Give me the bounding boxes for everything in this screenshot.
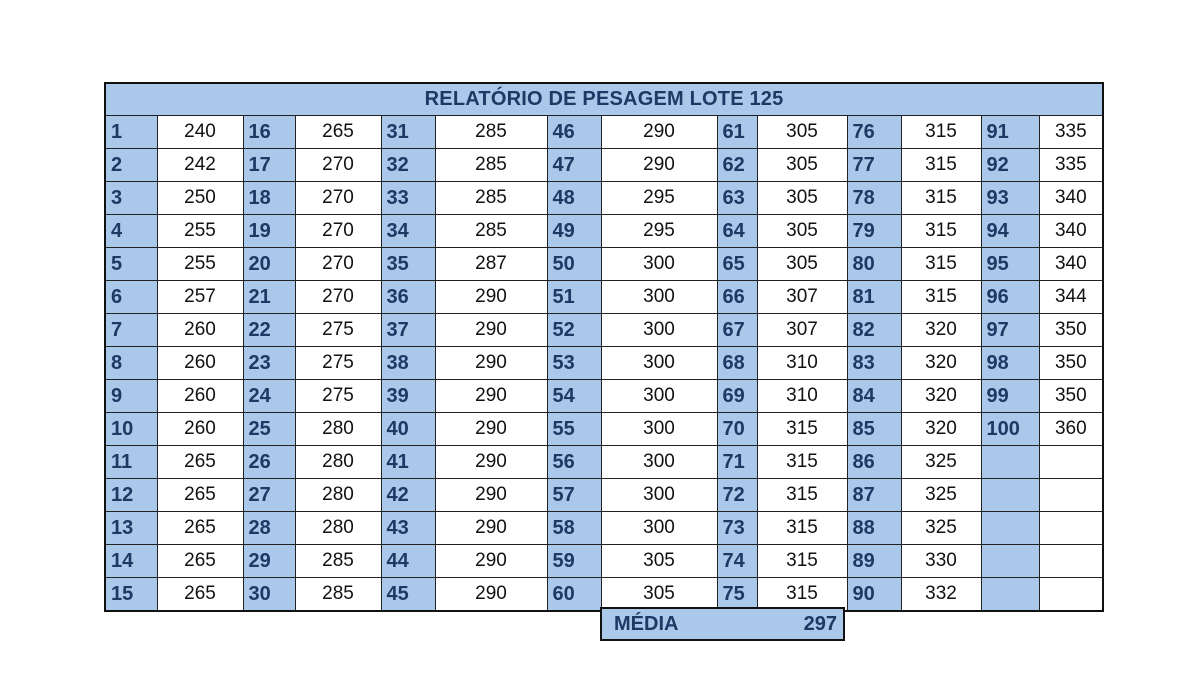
- animal-number-cell: 81: [847, 281, 901, 314]
- animal-number-cell: 42: [381, 479, 435, 512]
- animal-number-cell: 78: [847, 182, 901, 215]
- animal-number-cell: 66: [717, 281, 757, 314]
- weight-value-cell: 300: [601, 248, 717, 281]
- animal-number-cell: 39: [381, 380, 435, 413]
- animal-number-cell: 32: [381, 149, 435, 182]
- weight-value-cell: 300: [601, 479, 717, 512]
- animal-number-cell: 75: [717, 578, 757, 612]
- animal-number-cell: 29: [243, 545, 295, 578]
- animal-number-cell: 76: [847, 116, 901, 149]
- weight-value-cell: 315: [901, 182, 981, 215]
- weight-value-cell: 275: [295, 314, 381, 347]
- weight-value-cell: 305: [757, 215, 847, 248]
- weight-value-cell: 255: [157, 248, 243, 281]
- animal-number-cell: [981, 512, 1039, 545]
- weighing-report-table: [104, 82, 1104, 612]
- weight-value-cell: 290: [435, 479, 547, 512]
- weight-value-cell: 290: [435, 446, 547, 479]
- animal-number-cell: 72: [717, 479, 757, 512]
- weight-value-cell: 315: [757, 545, 847, 578]
- weight-value-cell: 300: [601, 380, 717, 413]
- table-row: [105, 413, 1103, 446]
- animal-number-cell: 100: [981, 413, 1039, 446]
- weight-value-cell: 280: [295, 413, 381, 446]
- animal-number-cell: 36: [381, 281, 435, 314]
- animal-number-cell: 30: [243, 578, 295, 612]
- animal-number-cell: 92: [981, 149, 1039, 182]
- weight-value-cell: 270: [295, 215, 381, 248]
- animal-number-cell: 53: [547, 347, 601, 380]
- weight-value-cell: 270: [295, 149, 381, 182]
- animal-number-cell: 48: [547, 182, 601, 215]
- animal-number-cell: 23: [243, 347, 295, 380]
- weight-value-cell: 340: [1039, 182, 1103, 215]
- weight-value-cell: 285: [435, 116, 547, 149]
- animal-number-cell: 67: [717, 314, 757, 347]
- animal-number-cell: 54: [547, 380, 601, 413]
- table-row: [105, 512, 1103, 545]
- weight-value-cell: 300: [601, 347, 717, 380]
- animal-number-cell: 91: [981, 116, 1039, 149]
- weight-value-cell: 305: [601, 578, 717, 612]
- animal-number-cell: 18: [243, 182, 295, 215]
- weight-value-cell: 350: [1039, 314, 1103, 347]
- animal-number-cell: 97: [981, 314, 1039, 347]
- weight-value-cell: 265: [157, 512, 243, 545]
- title-row: [105, 83, 1103, 116]
- weight-value-cell: 290: [435, 413, 547, 446]
- weight-value-cell: 307: [757, 314, 847, 347]
- animal-number-cell: 74: [717, 545, 757, 578]
- animal-number-cell: 90: [847, 578, 901, 612]
- animal-number-cell: 6: [105, 281, 157, 314]
- animal-number-cell: 68: [717, 347, 757, 380]
- report-title: RELATÓRIO DE PESAGEM LOTE 125: [105, 83, 1103, 116]
- average-label: MÉDIA: [614, 612, 679, 635]
- animal-number-cell: 2: [105, 149, 157, 182]
- weight-value-cell: 305: [757, 149, 847, 182]
- weight-value-cell: 315: [901, 215, 981, 248]
- weight-value-cell: 260: [157, 347, 243, 380]
- weight-value-cell: 350: [1039, 380, 1103, 413]
- animal-number-cell: [981, 446, 1039, 479]
- animal-number-cell: 9: [105, 380, 157, 413]
- weight-value-cell: 300: [601, 446, 717, 479]
- weight-value-cell: 305: [757, 248, 847, 281]
- weight-value-cell: 300: [601, 314, 717, 347]
- weight-value-cell: [1039, 479, 1103, 512]
- animal-number-cell: 19: [243, 215, 295, 248]
- weight-value-cell: 270: [295, 281, 381, 314]
- weight-value-cell: 340: [1039, 215, 1103, 248]
- animal-number-cell: 86: [847, 446, 901, 479]
- weight-value-cell: 315: [901, 248, 981, 281]
- animal-number-cell: 69: [717, 380, 757, 413]
- animal-number-cell: [981, 545, 1039, 578]
- animal-number-cell: 62: [717, 149, 757, 182]
- animal-number-cell: 4: [105, 215, 157, 248]
- weight-value-cell: 280: [295, 479, 381, 512]
- weight-value-cell: 295: [601, 182, 717, 215]
- weight-value-cell: 290: [435, 347, 547, 380]
- table-row: [105, 545, 1103, 578]
- weight-value-cell: 350: [1039, 347, 1103, 380]
- animal-number-cell: 35: [381, 248, 435, 281]
- table-row: [105, 578, 1103, 612]
- table-row: [105, 248, 1103, 281]
- animal-number-cell: 40: [381, 413, 435, 446]
- weight-value-cell: 315: [901, 116, 981, 149]
- animal-number-cell: 80: [847, 248, 901, 281]
- weight-value-cell: 265: [157, 446, 243, 479]
- table-row: [105, 116, 1103, 149]
- weight-value-cell: 290: [601, 149, 717, 182]
- animal-number-cell: 43: [381, 512, 435, 545]
- animal-number-cell: 24: [243, 380, 295, 413]
- weight-value-cell: 307: [757, 281, 847, 314]
- weight-value-cell: 315: [757, 512, 847, 545]
- weight-value-cell: 285: [295, 545, 381, 578]
- weight-value-cell: 320: [901, 347, 981, 380]
- animal-number-cell: 45: [381, 578, 435, 612]
- animal-number-cell: 84: [847, 380, 901, 413]
- weight-value-cell: 300: [601, 512, 717, 545]
- animal-number-cell: 27: [243, 479, 295, 512]
- weight-value-cell: 305: [601, 545, 717, 578]
- weight-value-cell: 325: [901, 512, 981, 545]
- animal-number-cell: 73: [717, 512, 757, 545]
- animal-number-cell: 25: [243, 413, 295, 446]
- animal-number-cell: 88: [847, 512, 901, 545]
- table-row: [105, 182, 1103, 215]
- weight-value-cell: 360: [1039, 413, 1103, 446]
- table-row: [105, 347, 1103, 380]
- weight-value-cell: [1039, 578, 1103, 612]
- animal-number-cell: 60: [547, 578, 601, 612]
- weight-value-cell: 280: [295, 512, 381, 545]
- animal-number-cell: 7: [105, 314, 157, 347]
- animal-number-cell: 71: [717, 446, 757, 479]
- animal-number-cell: 17: [243, 149, 295, 182]
- animal-number-cell: 83: [847, 347, 901, 380]
- weight-value-cell: 275: [295, 347, 381, 380]
- weight-value-cell: 295: [601, 215, 717, 248]
- animal-number-cell: 95: [981, 248, 1039, 281]
- animal-number-cell: 12: [105, 479, 157, 512]
- animal-number-cell: 16: [243, 116, 295, 149]
- weight-value-cell: 310: [757, 347, 847, 380]
- animal-number-cell: 58: [547, 512, 601, 545]
- weight-value-cell: 325: [901, 446, 981, 479]
- animal-number-cell: 37: [381, 314, 435, 347]
- table-row: [105, 215, 1103, 248]
- animal-number-cell: 50: [547, 248, 601, 281]
- animal-number-cell: 47: [547, 149, 601, 182]
- weight-value-cell: 300: [601, 281, 717, 314]
- weight-value-cell: 320: [901, 380, 981, 413]
- weight-value-cell: 270: [295, 182, 381, 215]
- animal-number-cell: 89: [847, 545, 901, 578]
- weight-value-cell: 305: [757, 116, 847, 149]
- animal-number-cell: 77: [847, 149, 901, 182]
- weight-value-cell: 290: [435, 578, 547, 612]
- weight-value-cell: 315: [901, 149, 981, 182]
- animal-number-cell: 52: [547, 314, 601, 347]
- weight-value-cell: 242: [157, 149, 243, 182]
- weight-value-cell: 340: [1039, 248, 1103, 281]
- animal-number-cell: 51: [547, 281, 601, 314]
- animal-number-cell: 26: [243, 446, 295, 479]
- weight-value-cell: 310: [757, 380, 847, 413]
- animal-number-cell: 11: [105, 446, 157, 479]
- weight-value-cell: 315: [757, 446, 847, 479]
- weight-value-cell: 260: [157, 314, 243, 347]
- animal-number-cell: 15: [105, 578, 157, 612]
- animal-number-cell: 70: [717, 413, 757, 446]
- animal-number-cell: 5: [105, 248, 157, 281]
- weight-value-cell: 290: [601, 116, 717, 149]
- weight-value-cell: 305: [757, 182, 847, 215]
- weight-value-cell: 315: [757, 479, 847, 512]
- animal-number-cell: 79: [847, 215, 901, 248]
- animal-number-cell: 61: [717, 116, 757, 149]
- animal-number-cell: 21: [243, 281, 295, 314]
- weight-value-cell: [1039, 446, 1103, 479]
- table-row: [105, 479, 1103, 512]
- animal-number-cell: 28: [243, 512, 295, 545]
- weight-value-cell: 285: [435, 215, 547, 248]
- weight-value-cell: 275: [295, 380, 381, 413]
- weight-value-cell: 290: [435, 512, 547, 545]
- weight-value-cell: 320: [901, 413, 981, 446]
- weight-value-cell: 240: [157, 116, 243, 149]
- weight-value-cell: 330: [901, 545, 981, 578]
- animal-number-cell: 96: [981, 281, 1039, 314]
- table-row: [105, 314, 1103, 347]
- weight-value-cell: 325: [901, 479, 981, 512]
- table-row: [105, 149, 1103, 182]
- animal-number-cell: 99: [981, 380, 1039, 413]
- animal-number-cell: 1: [105, 116, 157, 149]
- animal-number-cell: 49: [547, 215, 601, 248]
- weight-value-cell: 257: [157, 281, 243, 314]
- animal-number-cell: 8: [105, 347, 157, 380]
- weight-value-cell: 290: [435, 380, 547, 413]
- animal-number-cell: 34: [381, 215, 435, 248]
- animal-number-cell: [981, 578, 1039, 612]
- table-row: [105, 380, 1103, 413]
- weight-value-cell: 315: [901, 281, 981, 314]
- animal-number-cell: 20: [243, 248, 295, 281]
- weight-value-cell: 300: [601, 413, 717, 446]
- weight-value-cell: 285: [295, 578, 381, 612]
- animal-number-cell: 13: [105, 512, 157, 545]
- animal-number-cell: 22: [243, 314, 295, 347]
- average-summary: [600, 607, 845, 641]
- animal-number-cell: 10: [105, 413, 157, 446]
- weight-value-cell: 280: [295, 446, 381, 479]
- weight-value-cell: 320: [901, 314, 981, 347]
- weight-value-cell: 260: [157, 380, 243, 413]
- weight-value-cell: 265: [157, 578, 243, 612]
- average-value: 297: [803, 612, 837, 635]
- animal-number-cell: 41: [381, 446, 435, 479]
- animal-number-cell: 55: [547, 413, 601, 446]
- weight-value-cell: 315: [757, 578, 847, 612]
- animal-number-cell: 63: [717, 182, 757, 215]
- weight-value-cell: 260: [157, 413, 243, 446]
- weight-value-cell: 265: [157, 545, 243, 578]
- animal-number-cell: 93: [981, 182, 1039, 215]
- animal-number-cell: 87: [847, 479, 901, 512]
- weight-value-cell: 290: [435, 281, 547, 314]
- weight-value-cell: 344: [1039, 281, 1103, 314]
- animal-number-cell: 85: [847, 413, 901, 446]
- weight-value-cell: 270: [295, 248, 381, 281]
- weight-value-cell: 290: [435, 545, 547, 578]
- animal-number-cell: 3: [105, 182, 157, 215]
- animal-number-cell: 64: [717, 215, 757, 248]
- animal-number-cell: 98: [981, 347, 1039, 380]
- weight-value-cell: 265: [295, 116, 381, 149]
- table-row: [105, 281, 1103, 314]
- weight-value-cell: 285: [435, 182, 547, 215]
- weight-value-cell: 287: [435, 248, 547, 281]
- weight-value-cell: 335: [1039, 149, 1103, 182]
- animal-number-cell: 38: [381, 347, 435, 380]
- weight-value-cell: 285: [435, 149, 547, 182]
- animal-number-cell: 31: [381, 116, 435, 149]
- animal-number-cell: 46: [547, 116, 601, 149]
- animal-number-cell: 14: [105, 545, 157, 578]
- weight-value-cell: 255: [157, 215, 243, 248]
- table-row: [105, 446, 1103, 479]
- animal-number-cell: 57: [547, 479, 601, 512]
- animal-number-cell: 65: [717, 248, 757, 281]
- animal-number-cell: 82: [847, 314, 901, 347]
- animal-number-cell: 56: [547, 446, 601, 479]
- weight-value-cell: 332: [901, 578, 981, 612]
- animal-number-cell: 33: [381, 182, 435, 215]
- animal-number-cell: 59: [547, 545, 601, 578]
- animal-number-cell: 44: [381, 545, 435, 578]
- weight-value-cell: 290: [435, 314, 547, 347]
- weight-value-cell: [1039, 545, 1103, 578]
- weight-value-cell: [1039, 512, 1103, 545]
- weight-value-cell: 315: [757, 413, 847, 446]
- animal-number-cell: 94: [981, 215, 1039, 248]
- weight-value-cell: 265: [157, 479, 243, 512]
- weight-value-cell: 335: [1039, 116, 1103, 149]
- animal-number-cell: [981, 479, 1039, 512]
- weight-value-cell: 250: [157, 182, 243, 215]
